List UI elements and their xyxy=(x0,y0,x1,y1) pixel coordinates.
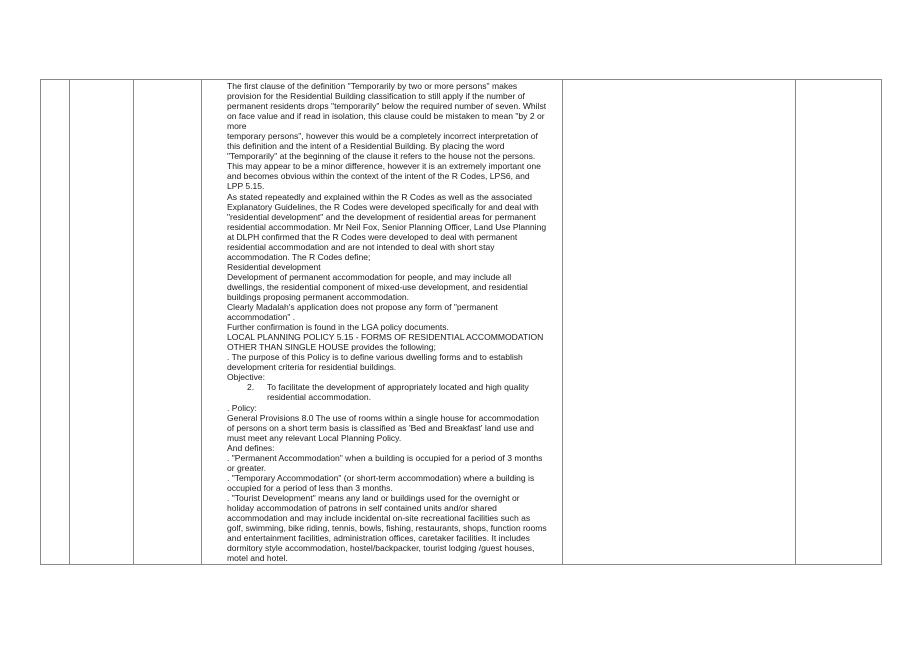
text-line: motel and hotel. xyxy=(227,553,288,564)
text-line: of persons on a short term basis is classified as 'Bed and Breakfast' land use and xyxy=(227,422,534,433)
text-line: . "Temporary Accommodation" (or short-term accommodation) where a building is xyxy=(227,472,535,483)
text-line: golf, swimming, bike riding, tennis, bowls, fishing, restaurants, shops, function rooms xyxy=(227,523,547,534)
text-line: permanent residents drops "temporarily" below the required number of seven. Whilst xyxy=(227,101,547,112)
text-line: . "Permanent Accommodation" when a building is occupied for a period of 3 months xyxy=(227,452,543,463)
text-line: Explanatory Guidelines, the R Codes were developed specifically for and deal with xyxy=(227,201,539,212)
submission-text-cell xyxy=(227,81,562,563)
text-line: or greater. xyxy=(227,462,266,473)
text-line: and becomes obvious within the context of the intent of the R Codes, LPS6, and xyxy=(227,171,530,182)
text-line: To facilitate the development of appropriately located and high quality xyxy=(267,382,529,393)
text-line: As stated repeatedly and explained within the R Codes as well as the associated xyxy=(227,191,533,202)
column-divider xyxy=(133,80,134,564)
text-line: temporary persons", however this would be a completely incorrect interpretation of xyxy=(227,131,538,142)
text-line: at DLPH confirmed that the R Codes were developed to deal with permanent xyxy=(227,231,518,242)
text-line: and entertainment facilities, administration offices, caretaker facilities. It includes xyxy=(227,533,530,544)
text-line: occupied for a period of less than 3 months. xyxy=(227,482,393,493)
text-line: Further confirmation is found in the LGA policy documents. xyxy=(227,322,449,333)
text-line: . The purpose of this Policy is to define various dwelling forms and to establish xyxy=(227,352,523,363)
text-line: "Temporarily" at the beginning of the clause it refers to the house not the persons. xyxy=(227,151,536,162)
text-line: on face value and if read in isolation, this clause could be mistaken to mean "by 2 or xyxy=(227,111,545,122)
submission-table xyxy=(40,79,882,565)
text-line: residential accommodation. Mr Neil Fox, Senior Planning Officer, Land Use Planning xyxy=(227,221,547,232)
column-divider xyxy=(69,80,70,564)
column-divider xyxy=(201,80,202,564)
objective-list-item xyxy=(227,382,562,402)
text-line: accommodation" . xyxy=(227,312,296,323)
text-line: And defines: xyxy=(227,442,275,453)
text-line: Residential development xyxy=(227,261,321,272)
text-line: development criteria for residential buildings. xyxy=(227,362,397,373)
text-line: residential accommodation. xyxy=(267,392,372,403)
text-line: buildings proposing permanent accommodation. xyxy=(227,291,409,302)
text-line: accommodation. The R Codes define; xyxy=(227,251,371,262)
text-line: Development of permanent accommodation for people, and may include all xyxy=(227,271,512,282)
list-number: 2. xyxy=(247,382,255,393)
text-line: General Provisions 8.0 The use of rooms within a single house for accommodation xyxy=(227,412,539,423)
text-line: more xyxy=(227,121,247,132)
column-divider xyxy=(562,80,563,564)
text-line: accommodation and may include incidental on-site recreational facilities such as xyxy=(227,513,531,524)
text-line: Objective: xyxy=(227,372,266,383)
text-line: this definition and the intent of a Residential Building. By placing the word xyxy=(227,141,505,152)
text-line: . Policy: xyxy=(227,402,257,413)
text-line: dwellings, the residential component of mixed-use development, and residential xyxy=(227,281,528,292)
text-line: The first clause of the definition "Temporarily by two or more persons" makes xyxy=(227,81,518,91)
text-line: "residential development" and the development of residential areas for permanent xyxy=(227,211,536,222)
text-line: Clearly Madalah's application does not propose any form of "permanent xyxy=(227,302,498,313)
text-line: . "Tourist Development" means any land or buildings used for the overnight or xyxy=(227,492,520,503)
text-line: provision for the Residential Building classification to still apply if the number of xyxy=(227,91,525,102)
text-line: LPP 5.15. xyxy=(227,181,265,192)
text-line: LOCAL PLANNING POLICY 5.15 - FORMS OF RESIDENTIAL ACCOMMODATION xyxy=(227,332,544,343)
text-line: must meet any relevant Local Planning Policy. xyxy=(227,432,402,443)
text-line: OTHER THAN SINGLE HOUSE provides the following; xyxy=(227,342,436,353)
text-line: dormitory style accommodation, hostel/backpacker, tourist lodging /guest houses, xyxy=(227,543,535,554)
text-line: This may appear to be a minor difference, however it is an extremely important one xyxy=(227,161,541,172)
text-line: holiday accommodation of patrons in self contained units and/or shared xyxy=(227,502,497,513)
column-divider xyxy=(795,80,796,564)
text-line: residential accommodation and are not intended to deal with short stay xyxy=(227,241,495,252)
